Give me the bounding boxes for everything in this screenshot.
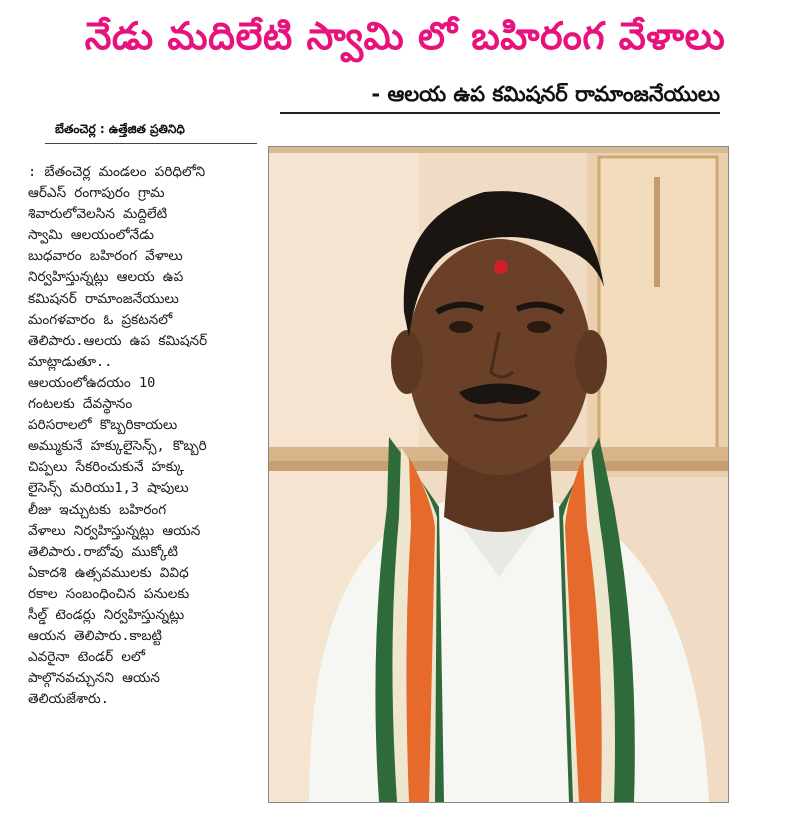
- article-body-line: నిర్వహిస్తున్నట్లు ఆలయ ఉప: [28, 269, 184, 286]
- article-body-line: తెలియజేశారు.: [28, 691, 109, 708]
- article-body-line: ఎవరైనా టెండర్ లలో: [28, 649, 146, 666]
- article-body-line: స్వామి ఆలయంలోనేడు: [28, 227, 154, 244]
- article-body-line: వేళాలు నిర్వహిస్తున్నట్లు ఆయన: [28, 522, 201, 539]
- article-body-line: ఏకాదశి ఉత్సవములకు వివిధ: [28, 564, 189, 581]
- article-body-line: : బేతంచెర్ల మండలం పరిధిలోని: [28, 164, 206, 180]
- article-body-line: చిప్పలు సేకరించుకునే హక్కు: [28, 459, 184, 476]
- portrait-illustration: [269, 147, 728, 802]
- dateline-underline: [45, 143, 257, 144]
- article-body-line: ఆయన తెలిపారు.కాబట్టి: [28, 628, 163, 645]
- article-body-line: మాట్లాడుతూ..: [28, 353, 113, 370]
- article-body-line: పరిసరాలలో కొబ్బరికాయలు: [28, 417, 178, 434]
- article-body-line: ఆలయంలోఉదయం 10: [28, 374, 156, 391]
- headline: నేడు మదిలేటి స్వామి లో బహిరంగ వేళాలు: [84, 14, 726, 58]
- article-body-line: బుధవారం బహిరంగ వేళాలు: [28, 248, 183, 265]
- article-body-line: రకాల సంబంధించిన పనులకు: [28, 585, 190, 602]
- article-body-line: ఆర్ఎస్ రంగాపురం గ్రామ: [28, 185, 165, 202]
- subheadline: - ఆలయ ఉప కమిషనర్ రామాంజనేయులు: [371, 82, 720, 106]
- article-body-line: తెలిపారు.ఆలయ ఉప కమిషనర్: [28, 332, 208, 349]
- article-body-line: లైసెన్స్ మరియు1,3 షాపులు: [28, 480, 189, 497]
- article-body-line: సీల్డ్ టెండర్లు నిర్వహిస్తున్నట్లు: [28, 606, 185, 623]
- article-body-line: పాల్గొనవచ్చునని ఆయన: [28, 670, 160, 687]
- article-body-line: లీజు ఇచ్చుటకు బహిరంగ: [28, 501, 167, 518]
- article-body-line: శివారులోవెలసిన మద్దిలేటి: [28, 206, 168, 223]
- article-body: [28, 162, 264, 710]
- dateline: బేతంచెర్ల : ఉత్తేజిత ప్రతినిధి: [55, 122, 185, 136]
- article-body-line: కమిషనర్ రామాంజనేయులు: [28, 290, 179, 307]
- article-body-line: తెలిపారు.రాబోవు ముక్కోటి: [28, 543, 178, 560]
- portrait-photo: [268, 146, 729, 803]
- subheadline-underline: [280, 112, 720, 114]
- article-body-line: అమ్ముకునే హక్కులైసెన్స్, కొబ్బరి: [28, 438, 207, 455]
- article-body-line: గంటలకు దేవస్థానం: [28, 396, 133, 413]
- article-body-line: మంగళవారం ఓ ప్రకటనలో: [28, 311, 173, 328]
